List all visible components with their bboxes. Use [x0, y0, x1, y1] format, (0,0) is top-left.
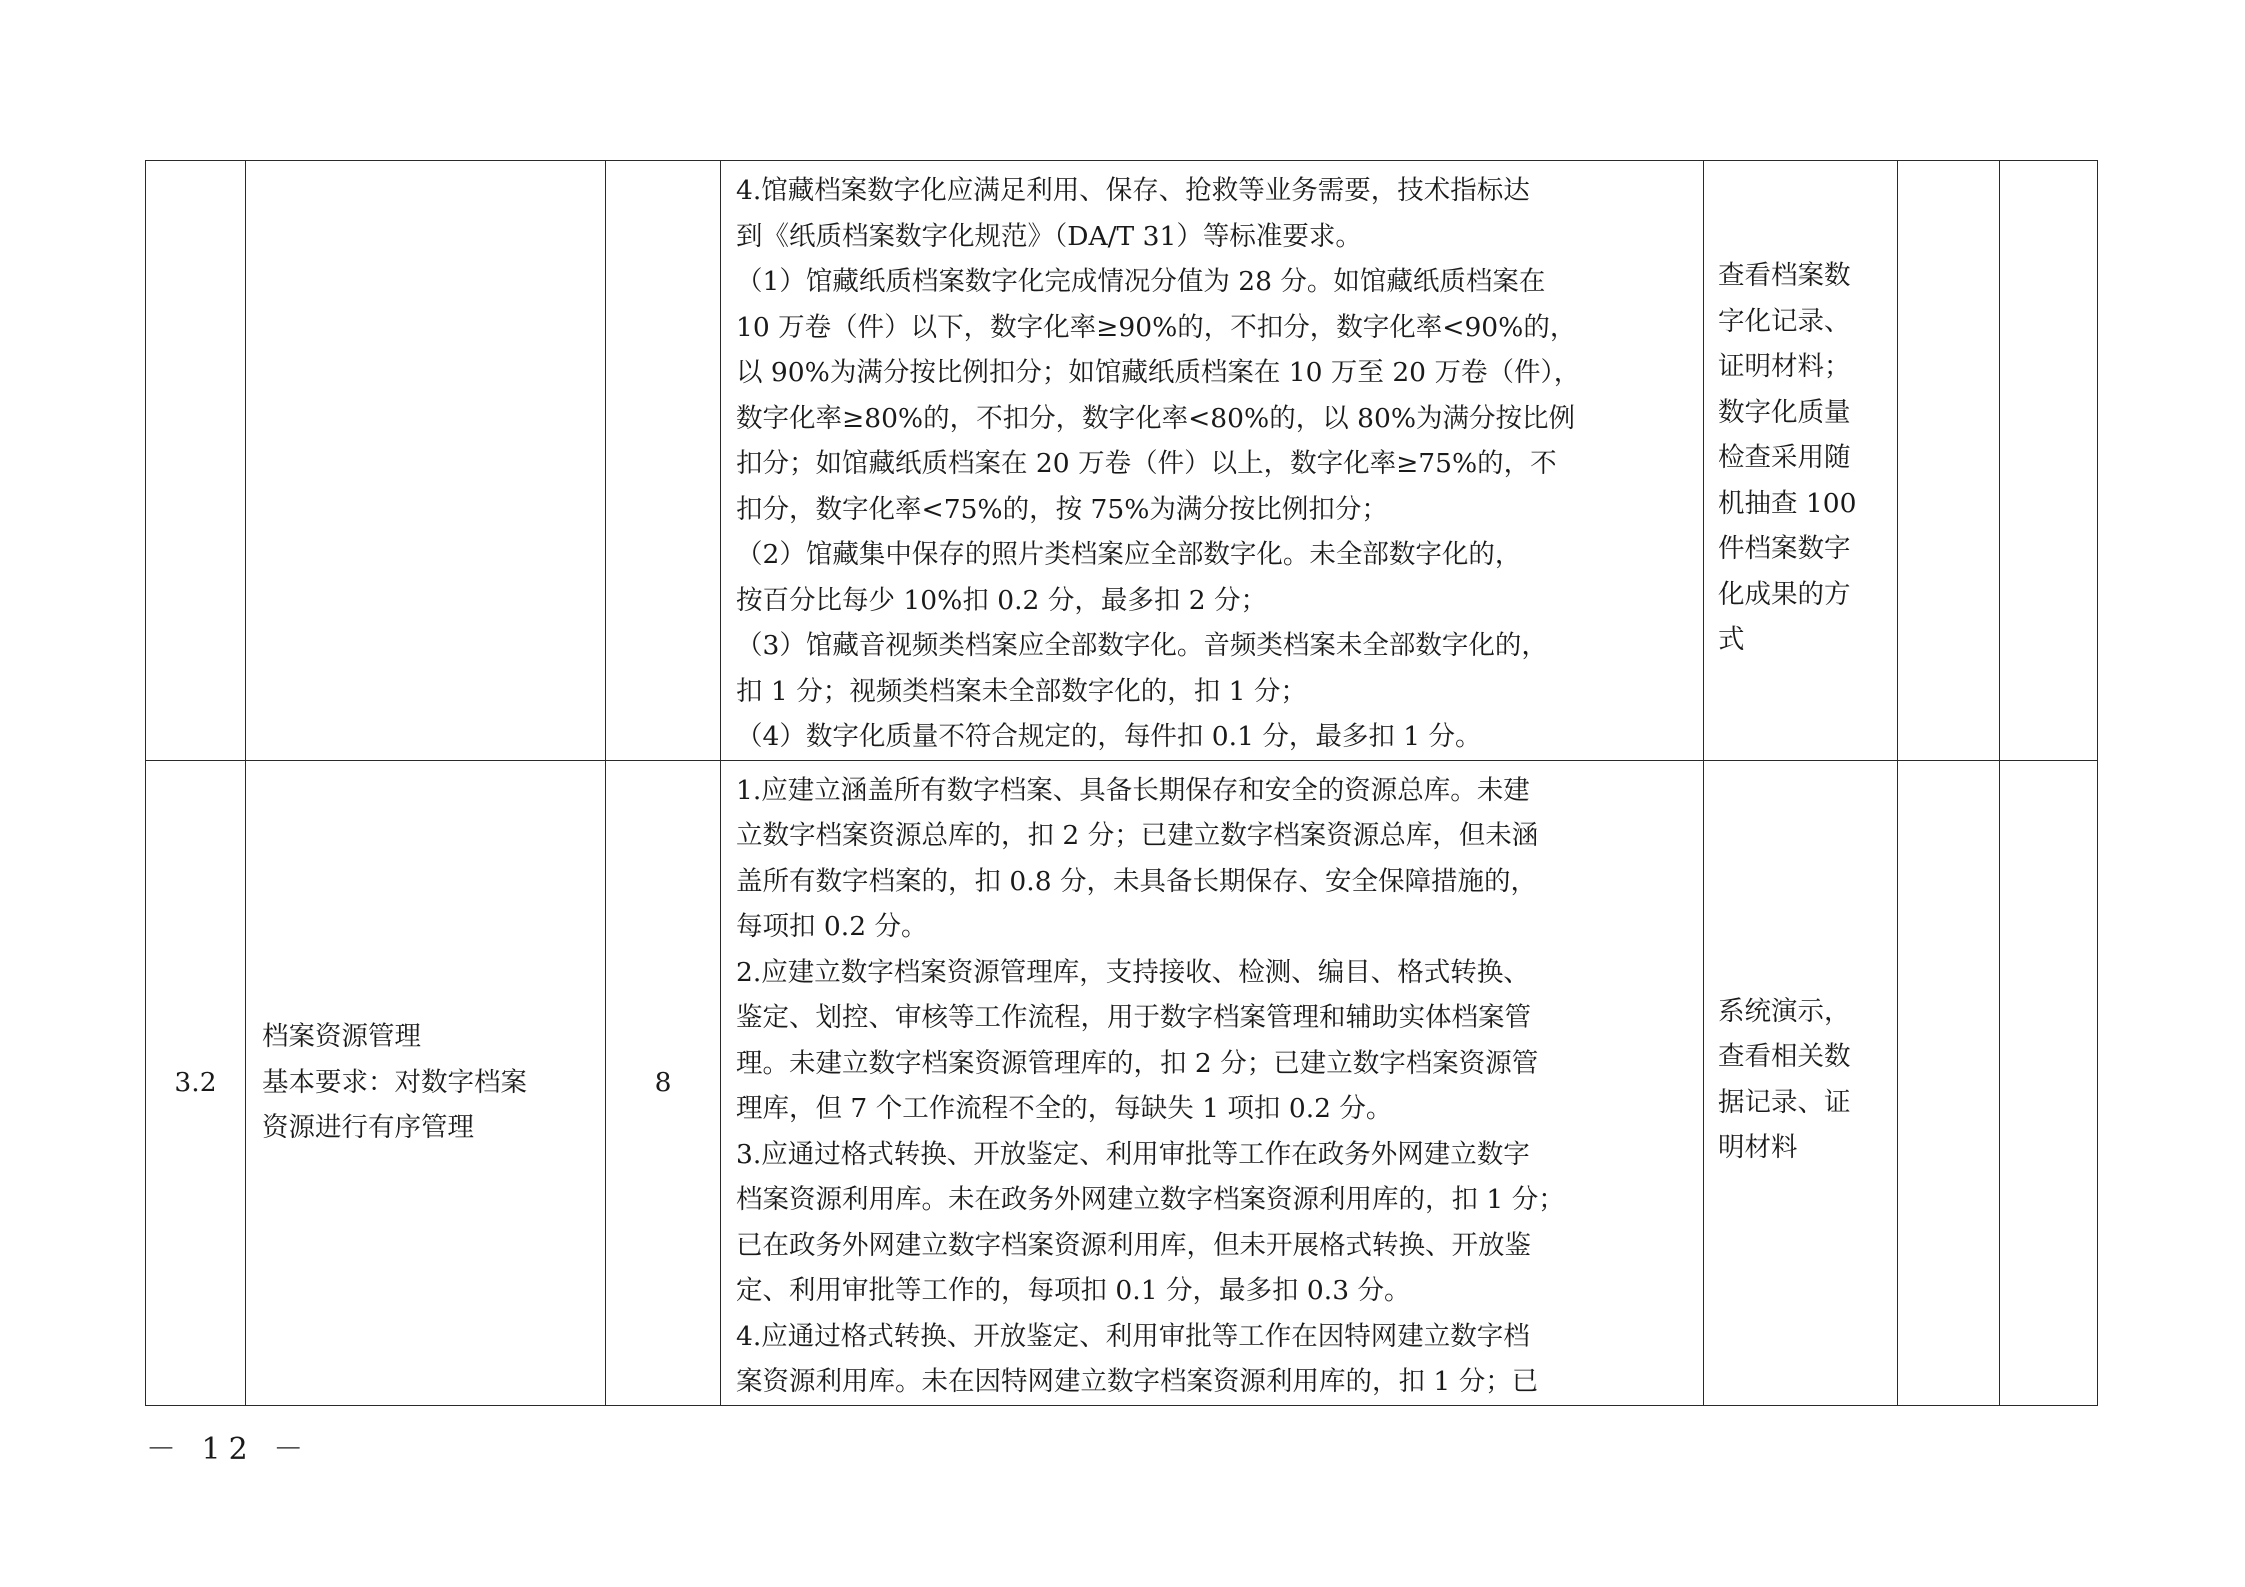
text-line: 检查采用随	[1718, 442, 1851, 473]
evaluation-table	[145, 160, 2098, 1406]
criteria-text	[721, 161, 1703, 760]
score-cell	[606, 161, 721, 761]
text-line: 到《纸质档案数字化规范》（DA/T 31）等标准要求。	[736, 220, 1362, 252]
method-text	[1704, 161, 1897, 663]
text-line: （3）馆藏音视频类档案应全部数字化。音频类档案未全部数字化的，	[736, 630, 1548, 661]
criteria-cell	[721, 760, 1704, 1405]
item-number-cell: 3.2	[146, 760, 246, 1405]
text-line: 查看相关数	[1718, 1041, 1851, 1072]
text-line: 字化记录、	[1718, 305, 1851, 337]
method-cell	[1704, 760, 1898, 1405]
text-line: 已在政务外网建立数字档案资源利用库，但未开展格式转换、开放鉴	[736, 1229, 1531, 1261]
text-line: 按百分比每少 10%扣 0.2 分，最多扣 2 分；	[736, 584, 1268, 616]
score-cell: 8	[606, 760, 721, 1405]
method-cell	[1704, 161, 1898, 761]
text-line: 每项扣 0.2 分。	[736, 911, 928, 942]
text-line: 据记录、证	[1718, 1086, 1851, 1118]
text-line: 4.应通过格式转换、开放鉴定、利用审批等工作在因特网建立数字档	[736, 1320, 1530, 1352]
text-line: 件档案数字	[1718, 533, 1851, 564]
criteria-text	[721, 761, 1703, 1405]
text-line: 机抽查 100	[1718, 487, 1857, 519]
text-line: （4）数字化质量不符合规定的，每件扣 0.1 分，最多扣 1 分。	[736, 721, 1482, 752]
text-line: 盖所有数字档案的，扣 0.8 分，未具备长期保存、安全保障措施的，	[736, 865, 1537, 897]
item-title: 档案资源管理	[262, 1021, 421, 1053]
text-line: 理库，但 7 个工作流程不全的，每缺失 1 项扣 0.2 分。	[736, 1093, 1393, 1124]
text-line: 档案资源利用库。未在政务外网建立数字档案资源利用库的，扣 1 分；	[736, 1184, 1565, 1215]
text-line: 系统演示，	[1718, 995, 1851, 1027]
item-requirement-line: 资源进行有序管理	[262, 1112, 474, 1144]
text-line: 立数字档案资源总库的，扣 2 分；已建立数字档案资源总库，但未涵	[736, 820, 1539, 851]
text-line: 扣 1 分；视频类档案未全部数字化的，扣 1 分；	[736, 675, 1307, 707]
text-line: 扣分，数字化率<75%的，按 75%为满分按比例扣分；	[736, 493, 1388, 525]
table-row	[146, 161, 2098, 761]
text-line: 鉴定、划控、审核等工作流程，用于数字档案管理和辅助实体档案管	[736, 1002, 1531, 1033]
extra-cell-1	[1898, 760, 2000, 1405]
text-line: 定、利用审批等工作的，每项扣 0.1 分，最多扣 0.3 分。	[736, 1275, 1411, 1306]
text-line: 10 万卷（件）以下，数字化率≥90%的，不扣分，数字化率<90%的，	[736, 311, 1577, 343]
text-line: 2.应建立数字档案资源管理库，支持接收、检测、编目、格式转换、	[736, 956, 1530, 988]
text-line: 4.馆藏档案数字化应满足利用、保存、抢救等业务需要，技术指标达	[736, 175, 1530, 206]
text-line: 3.应通过格式转换、开放鉴定、利用审批等工作在政务外网建立数字	[736, 1138, 1530, 1170]
text-line: 明材料	[1718, 1132, 1798, 1163]
text-line: 式	[1718, 624, 1745, 655]
text-line: 扣分；如馆藏纸质档案在 20 万卷（件）以上，数字化率≥75%的，不	[736, 448, 1557, 479]
text-line: 1.应建立涵盖所有数字档案、具备长期保存和安全的资源总库。未建	[736, 774, 1530, 806]
item-name-cell	[246, 161, 606, 761]
text-line: （1）馆藏纸质档案数字化完成情况分值为 28 分。如馆藏纸质档案在	[736, 266, 1546, 297]
extra-cell-2	[2000, 161, 2098, 761]
text-line: 理。未建立数字档案资源管理库的，扣 2 分；已建立数字档案资源管	[736, 1047, 1539, 1079]
item-name-cell	[246, 760, 606, 1405]
method-text	[1704, 761, 1897, 1171]
extra-cell-2	[2000, 760, 2098, 1405]
item-requirement-line: 基本要求：对数字档案	[262, 1066, 527, 1098]
criteria-cell	[721, 161, 1704, 761]
item-number-cell	[146, 161, 246, 761]
text-line: （2）馆藏集中保存的照片类档案应全部数字化。未全部数字化的，	[736, 539, 1522, 570]
table-row	[146, 760, 2098, 1405]
text-line: 化成果的方	[1718, 578, 1851, 610]
page-number: － 12 －	[146, 1432, 312, 1467]
text-line: 数字化质量	[1718, 396, 1851, 428]
text-line: 以 90%为满分按比例扣分；如馆藏纸质档案在 10 万至 20 万卷（件），	[736, 357, 1581, 388]
text-line: 证明材料；	[1718, 351, 1851, 382]
text-line: 数字化率≥80%的，不扣分，数字化率<80%的，以 80%为满分按比例	[736, 402, 1576, 434]
text-line: 案资源利用库。未在因特网建立数字档案资源利用库的，扣 1 分；已	[736, 1366, 1539, 1397]
text-line: 查看档案数	[1718, 260, 1851, 291]
extra-cell-1	[1898, 161, 2000, 761]
